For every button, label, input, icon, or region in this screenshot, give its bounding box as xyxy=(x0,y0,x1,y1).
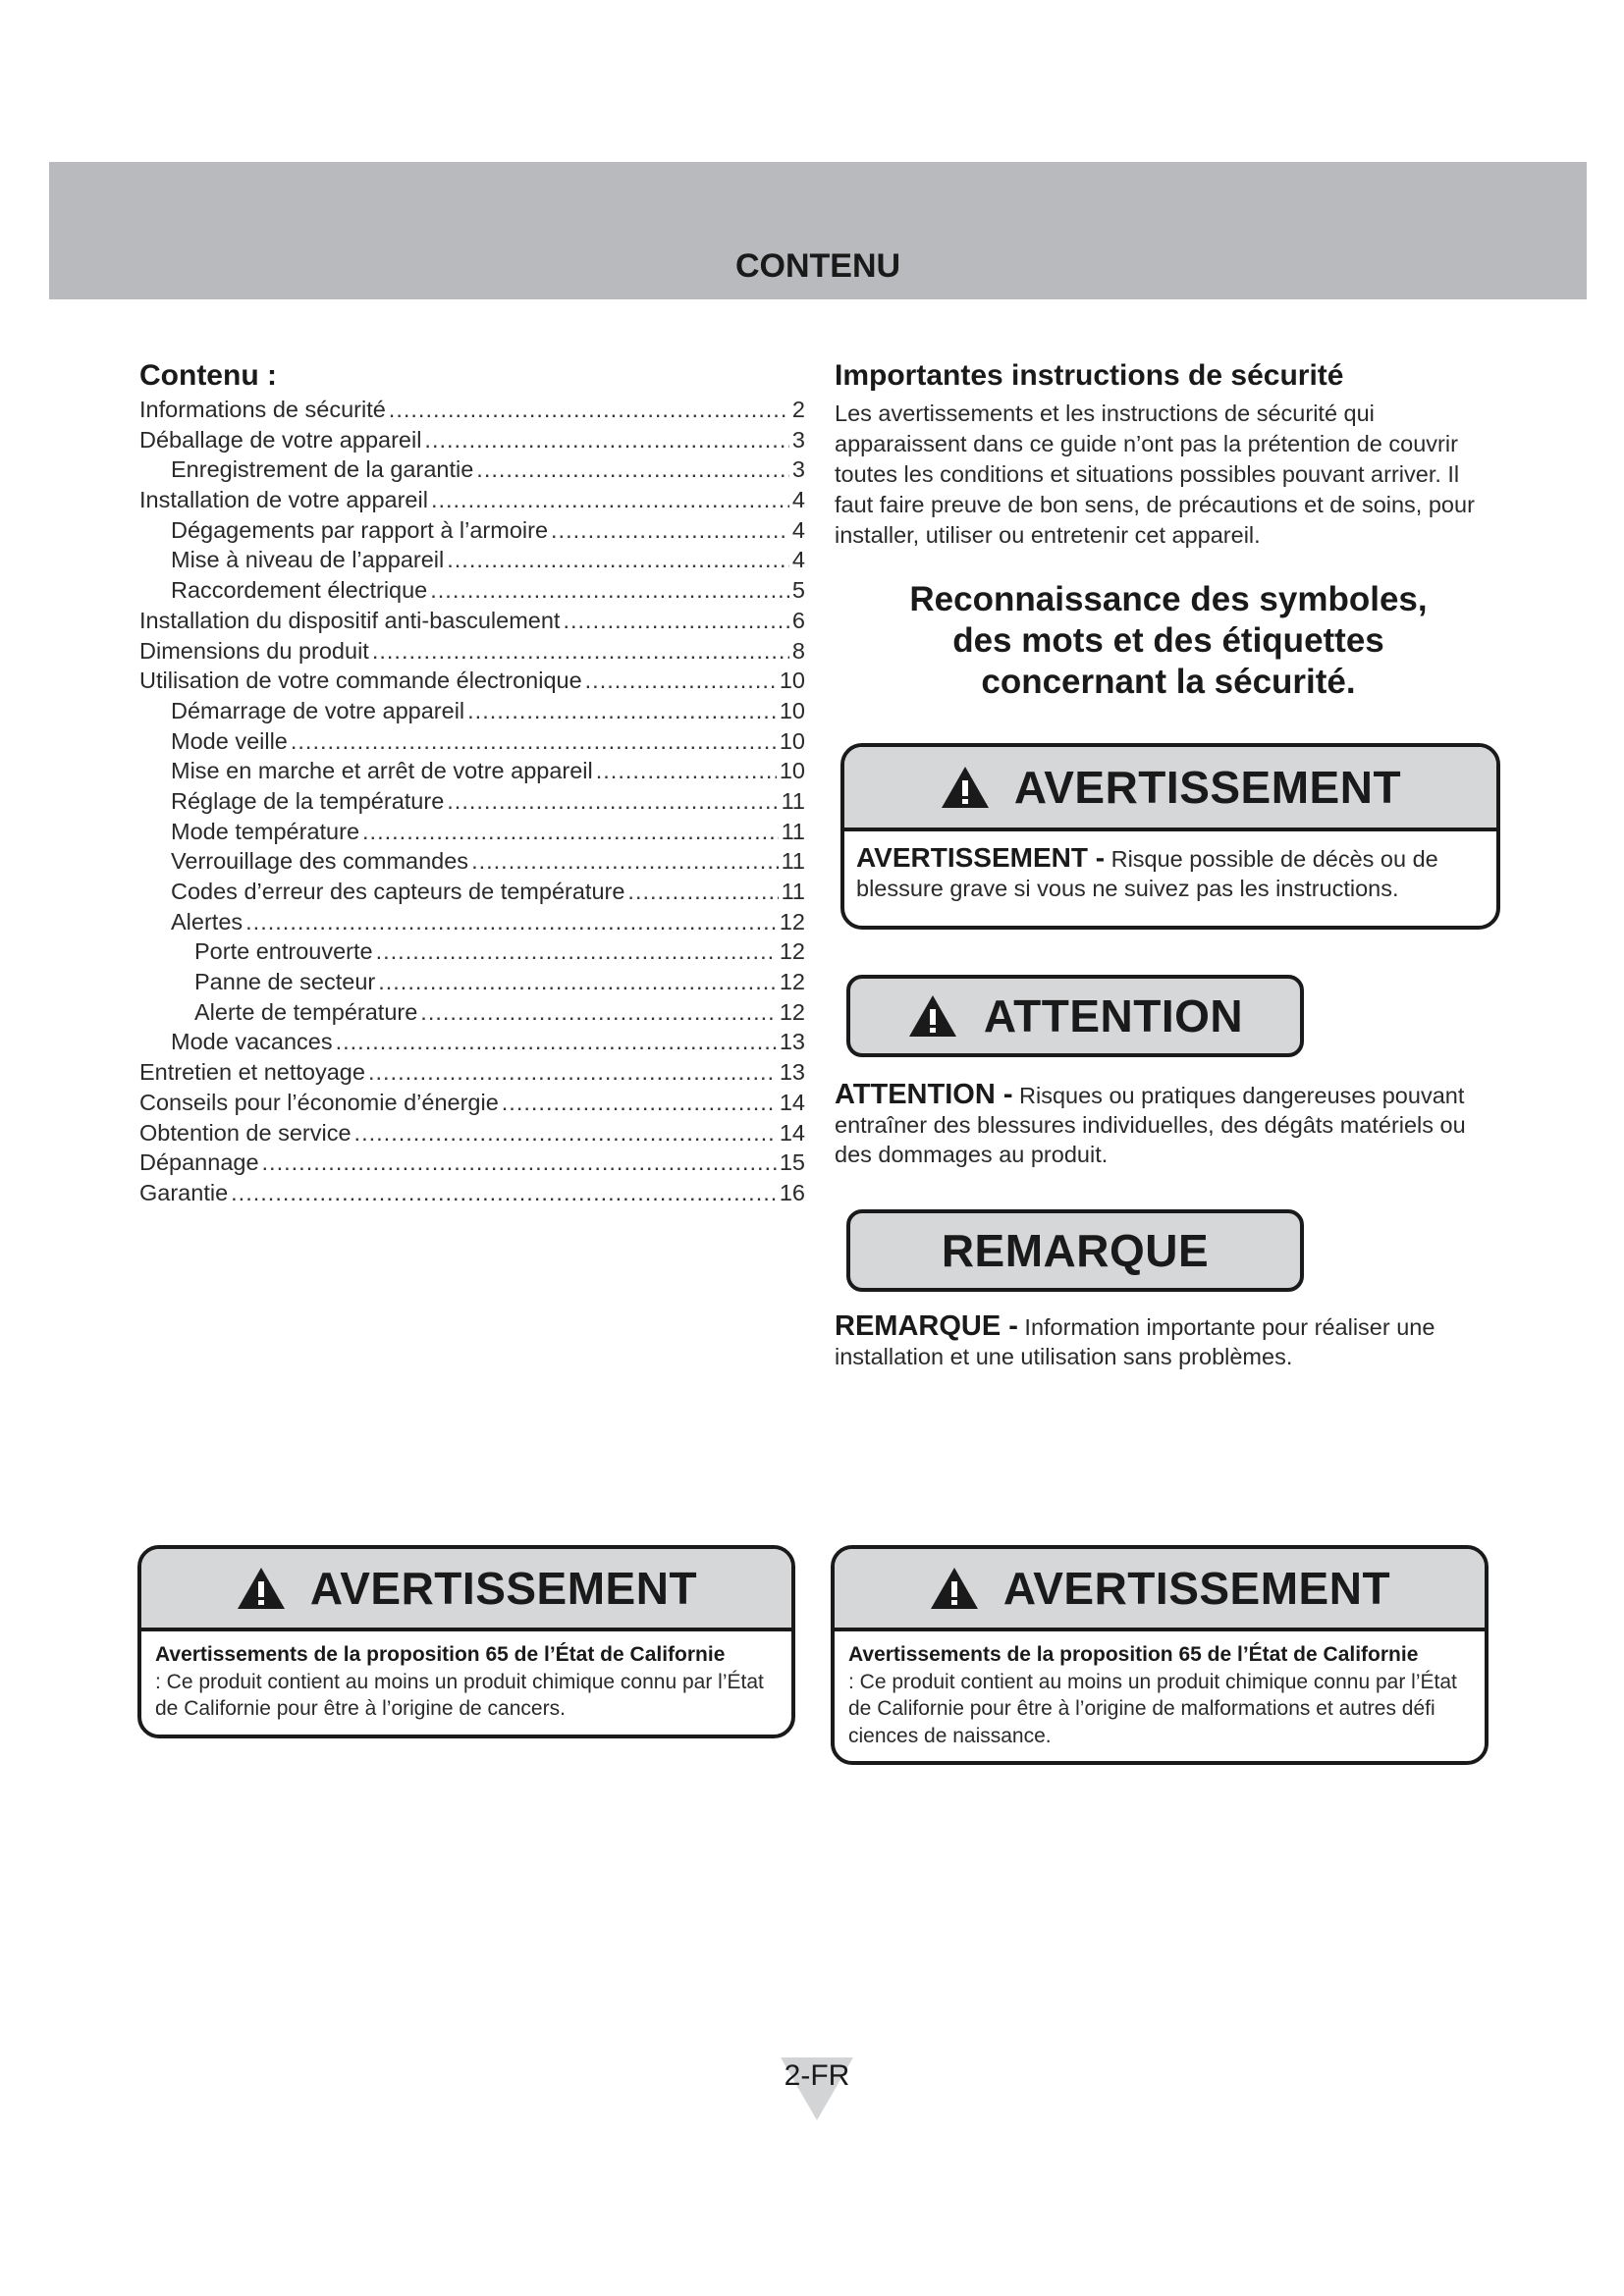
warning-label-text: AVERTISSEMENT xyxy=(1013,762,1402,813)
toc-entry-label: Dépannage xyxy=(139,1149,259,1176)
toc-entry-label: Démarrage de votre appareil xyxy=(171,697,465,723)
toc-leader-dots xyxy=(424,427,789,454)
prop65-cancer-warning xyxy=(137,1545,795,1738)
toc-entry-page: 12 xyxy=(779,969,805,995)
symbols-title-line: Reconnaissance des symboles, xyxy=(909,580,1428,618)
toc-entry-label: Raccordement électrique xyxy=(171,577,428,604)
toc-entry-label: Verrouillage des commandes xyxy=(171,848,469,875)
warning-text: Risque possible de décès ou de blessure grave si vous ne suivez pas les instructions. xyxy=(856,846,1438,901)
toc-entry-label: Obtention de service xyxy=(139,1119,352,1146)
toc-entry-page: 10 xyxy=(779,667,805,694)
toc-entry xyxy=(139,848,805,879)
prop65-text: : Ce produit contient au moins un produit chimique connu par l’État de Californie pour être à l’origine de cancers. xyxy=(155,1670,764,1720)
remarque-label-text: REMARQUE xyxy=(941,1225,1210,1276)
warning-term: AVERTISSEMENT - xyxy=(856,842,1106,873)
toc-entry-label: Mise à niveau de l’appareil xyxy=(171,547,445,573)
toc-leader-dots xyxy=(245,909,777,935)
warning-triangle-icon xyxy=(940,765,991,810)
toc-entry-label: Installation du dispositif anti-basculement xyxy=(139,607,561,633)
toc-entry-page: 10 xyxy=(779,697,805,723)
symbols-title xyxy=(835,579,1502,703)
page-number xyxy=(773,2056,861,2124)
toc-entry xyxy=(139,1149,805,1180)
prop65-warning-body xyxy=(835,1631,1485,1761)
toc-entry-label: Dimensions du produit xyxy=(139,637,369,664)
page-number-text: 2-FR xyxy=(784,2059,850,2092)
toc-entry-label: Mode veille xyxy=(171,727,288,754)
toc-entry xyxy=(139,577,805,608)
prop65-warning-label xyxy=(835,1549,1485,1631)
toc-entry-page: 16 xyxy=(779,1179,805,1205)
warning-triangle-icon xyxy=(907,993,958,1039)
toc-entry-page: 8 xyxy=(791,637,805,664)
attention-label xyxy=(846,975,1304,1057)
toc-entry-label: Alerte de température xyxy=(194,998,418,1025)
prop65-warning-label xyxy=(141,1549,791,1631)
toc-leader-dots xyxy=(551,517,789,544)
toc-entry-page: 2 xyxy=(791,397,805,422)
toc-entry-label: Installation de votre appareil xyxy=(139,487,428,513)
toc-leader-dots xyxy=(378,969,777,995)
symbols-title-line: concernant la sécurité. xyxy=(981,663,1356,701)
toc-entry xyxy=(139,999,805,1030)
attention-text: Risques ou pratiques dangereuses pouvant entraîner des blessures individuelles, des dégâts matériels ou des dommages au produit. xyxy=(835,1083,1466,1167)
toc-leader-dots xyxy=(420,999,777,1026)
toc-entry xyxy=(139,819,805,849)
toc-entry-label: Réglage de la température xyxy=(171,787,445,814)
toc-leader-dots xyxy=(596,758,777,784)
toc-entry-label: Panne de secteur xyxy=(194,969,376,995)
prop65-warning-label-text: AVERTISSEMENT xyxy=(309,1563,698,1614)
toc-entry-page: 11 xyxy=(781,818,805,844)
toc-leader-dots xyxy=(372,638,789,665)
toc-entry-label: Porte entrouverte xyxy=(194,938,373,965)
toc-leader-dots xyxy=(362,819,779,845)
toc-entry-label: Conseils pour l’économie d’énergie xyxy=(139,1089,499,1115)
toc-entry-page: 12 xyxy=(779,908,805,934)
toc-entry-page: 12 xyxy=(779,998,805,1025)
toc-entry xyxy=(139,1090,805,1120)
safety-section xyxy=(835,359,1502,551)
safety-heading: Importantes instructions de sécurité xyxy=(835,359,1344,392)
toc-entry xyxy=(139,698,805,728)
remarque-description xyxy=(835,1311,1502,1371)
toc-entry-label: Mise en marche et arrêt de votre appareil xyxy=(171,758,593,784)
toc-entry-label: Garantie xyxy=(139,1179,229,1205)
toc-entry-label: Mode température xyxy=(171,818,360,844)
toc-leader-dots xyxy=(262,1149,777,1176)
toc-entry xyxy=(139,758,805,788)
warning-description xyxy=(844,831,1496,915)
toc-entry-page: 10 xyxy=(779,758,805,784)
prop65-birth-defects-warning xyxy=(831,1545,1489,1765)
toc-entry-page: 14 xyxy=(779,1089,805,1115)
toc-entry xyxy=(139,608,805,638)
toc-entry xyxy=(139,1059,805,1090)
table-of-contents xyxy=(139,359,805,1210)
toc-entry-page: 6 xyxy=(791,607,805,633)
toc-leader-dots xyxy=(563,608,788,634)
toc-entry-label: Entretien et nettoyage xyxy=(139,1059,365,1086)
toc-leader-dots xyxy=(291,728,777,755)
symbols-title-line: des mots et des étiquettes xyxy=(952,621,1384,660)
toc-entry-page: 4 xyxy=(791,487,805,513)
toc-leader-dots xyxy=(476,456,789,483)
toc-entry-page: 10 xyxy=(779,727,805,754)
warning-triangle-icon xyxy=(929,1566,980,1611)
toc-heading: Contenu : xyxy=(139,359,277,392)
toc-leader-dots xyxy=(431,487,789,513)
toc-entry-label: Alertes xyxy=(171,908,244,934)
prop65-text: : Ce produit contient au moins un produit chimique connu par l’État de Californie pour être à l’origine de malformations et autres défi ciences de naissance. xyxy=(848,1670,1457,1747)
remarque-label xyxy=(846,1209,1304,1292)
toc-entry xyxy=(139,456,805,487)
toc-entry xyxy=(139,638,805,668)
toc-entry xyxy=(139,1180,805,1210)
toc-list xyxy=(139,397,805,1210)
toc-entry xyxy=(139,427,805,457)
toc-entry xyxy=(139,969,805,999)
toc-leader-dots xyxy=(430,577,789,604)
toc-entry xyxy=(139,909,805,939)
toc-entry-page: 3 xyxy=(791,456,805,483)
prop65-warning-body xyxy=(141,1631,791,1735)
toc-entry-label: Déballage de votre appareil xyxy=(139,426,422,453)
toc-entry-page: 4 xyxy=(791,547,805,573)
safety-intro: Les avertissements et les instructions de sécurité qui apparaissent dans ce guide n’ont pas la prétention de couvrir toutes les conditions et situations possibles pouvant arriver. Il faut faire preuve de bon sens, de précautions et de soins, pour installer, utiliser ou entretenir cet appareil. xyxy=(835,400,1475,548)
toc-entry xyxy=(139,1120,805,1150)
prop65-warning-label-text: AVERTISSEMENT xyxy=(1002,1563,1391,1614)
toc-entry-page: 11 xyxy=(781,848,805,875)
toc-entry-label: Utilisation de votre commande électronique xyxy=(139,667,582,694)
attention-description xyxy=(835,1080,1502,1169)
toc-leader-dots xyxy=(376,938,777,965)
toc-leader-dots xyxy=(471,848,779,875)
toc-leader-dots xyxy=(447,547,789,573)
page-title: CONTENU xyxy=(734,247,901,285)
toc-entry xyxy=(139,517,805,548)
toc-entry-page: 13 xyxy=(779,1029,805,1055)
remarque-term: REMARQUE - xyxy=(835,1310,1018,1342)
warning-definition-box xyxy=(840,743,1500,930)
toc-leader-dots xyxy=(585,667,777,694)
toc-entry-label: Dégagements par rapport à l’armoire xyxy=(171,516,549,543)
toc-leader-dots xyxy=(447,788,778,815)
toc-leader-dots xyxy=(368,1059,777,1086)
toc-entry-page: 12 xyxy=(779,938,805,965)
toc-entry xyxy=(139,788,805,819)
toc-entry xyxy=(139,879,805,909)
warning-label xyxy=(844,747,1496,831)
toc-entry-page: 4 xyxy=(791,516,805,543)
toc-entry-label: Codes d’erreur des capteurs de température xyxy=(171,879,625,904)
remarque-text: Information importante pour réaliser une installation et une utilisation sans problèmes. xyxy=(835,1314,1435,1369)
toc-entry-page: 11 xyxy=(781,879,805,904)
toc-leader-dots xyxy=(336,1029,777,1055)
toc-entry xyxy=(139,667,805,698)
prop65-title: Avertissements de la proposition 65 de l’État de Californie xyxy=(848,1643,1419,1666)
toc-entry xyxy=(139,1029,805,1059)
toc-entry-page: 3 xyxy=(791,426,805,453)
toc-leader-dots xyxy=(502,1090,777,1116)
attention-term: ATTENTION - xyxy=(835,1079,1013,1110)
toc-entry-page: 11 xyxy=(781,787,805,814)
warning-triangle-icon xyxy=(236,1566,287,1611)
toc-leader-dots xyxy=(389,397,789,423)
header-band xyxy=(49,162,1587,299)
toc-entry-page: 5 xyxy=(791,577,805,604)
prop65-title: Avertissements de la proposition 65 de l’État de Californie xyxy=(155,1643,726,1666)
toc-entry-page: 14 xyxy=(779,1119,805,1146)
toc-leader-dots xyxy=(467,698,777,724)
toc-entry xyxy=(139,547,805,577)
toc-entry xyxy=(139,397,805,427)
toc-entry-label: Mode vacances xyxy=(171,1029,333,1055)
toc-entry-page: 13 xyxy=(779,1059,805,1086)
toc-leader-dots xyxy=(231,1180,777,1206)
toc-entry xyxy=(139,487,805,517)
toc-entry-label: Informations de sécurité xyxy=(139,397,386,422)
toc-entry-label: Enregistrement de la garantie xyxy=(171,456,474,483)
toc-leader-dots xyxy=(354,1120,777,1147)
toc-leader-dots xyxy=(627,879,778,905)
attention-label-text: ATTENTION xyxy=(983,990,1244,1041)
toc-entry xyxy=(139,728,805,759)
toc-entry xyxy=(139,938,805,969)
toc-entry-page: 15 xyxy=(779,1149,805,1176)
